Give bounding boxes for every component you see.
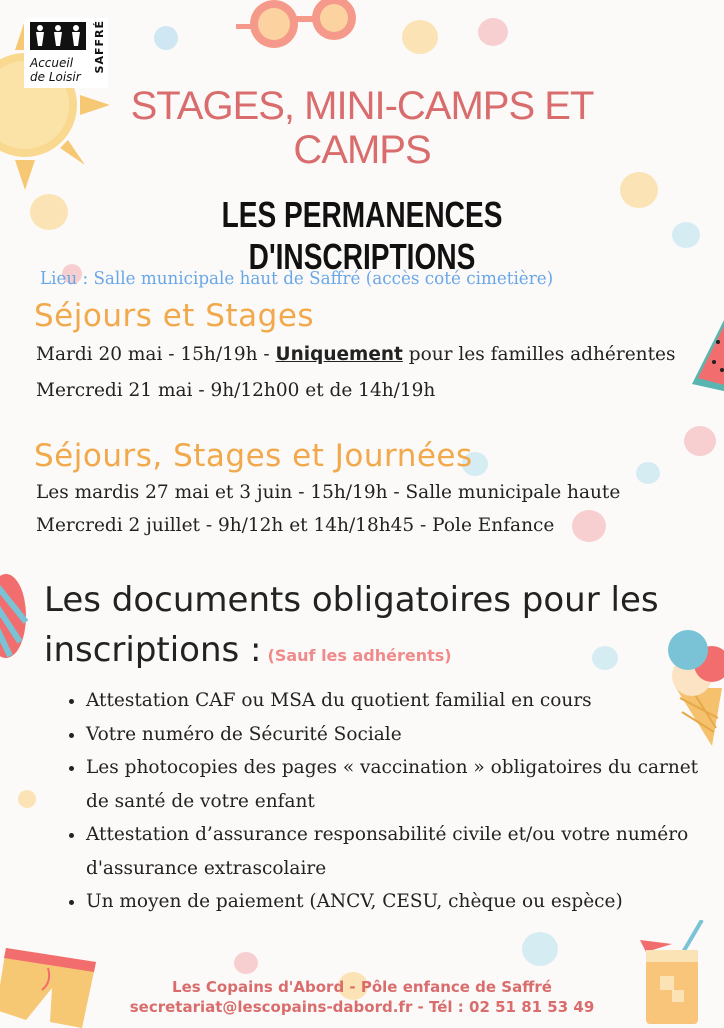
list-item: • Attestation CAF ou MSA du quotient familial en cours bbox=[86, 684, 706, 718]
decor-dot bbox=[18, 790, 36, 808]
documents-list bbox=[64, 684, 706, 919]
section-heading-sejours-stages: Séjours et Stages bbox=[34, 298, 315, 334]
decor-dot bbox=[402, 20, 438, 54]
logo-side-text: SAFFRÉ bbox=[93, 20, 106, 74]
list-item: • Un moyen de paiement (ANCV, CESU, chèque ou espèce) bbox=[86, 885, 706, 919]
schedule-line: Les mardis 27 mai et 3 juin - 15h/19h - Salle municipale haute bbox=[36, 482, 621, 503]
location-line: Lieu : Salle municipale haut de Saffré (accès coté cimetière) bbox=[40, 268, 554, 289]
footer-organization: Les Copains d'Abord - Pôle enfance de Saffré bbox=[172, 978, 552, 996]
decor-dot bbox=[672, 222, 700, 248]
decor-dot bbox=[234, 952, 258, 974]
decor-dot bbox=[478, 18, 508, 46]
section-heading-sejours-stages-journees: Séjours, Stages et Journées bbox=[34, 438, 473, 474]
logo-line-2: de Loisir bbox=[30, 70, 81, 84]
schedule-line: Mercredi 21 mai - 9h/12h00 et de 14h/19h bbox=[36, 380, 436, 401]
logo-line-1: Accueil bbox=[30, 56, 74, 70]
sunglasses-icon bbox=[236, 0, 366, 58]
flip-flop-icon bbox=[0, 572, 34, 662]
emphasis-text: Uniquement bbox=[275, 344, 403, 365]
documents-heading bbox=[44, 575, 684, 681]
watermelon-icon bbox=[688, 312, 724, 392]
decor-dot bbox=[30, 194, 68, 230]
list-item: • Votre numéro de Sécurité Sociale bbox=[86, 718, 706, 752]
decor-dot bbox=[636, 462, 660, 484]
documents-note: (Sauf les adhérents) bbox=[267, 646, 452, 665]
logo-text bbox=[30, 56, 81, 84]
page-subtitle: LES PERMANENCES D'INSCRIPTIONS bbox=[221, 194, 503, 277]
schedule-text: pour les familles adhérentes bbox=[402, 344, 676, 365]
logo-figures-icon bbox=[30, 22, 86, 50]
decor-dot bbox=[522, 932, 558, 966]
title-line-2: CAMPS bbox=[293, 128, 431, 172]
page-title bbox=[100, 84, 624, 172]
footer-contact: secretariat@lescopains-dabord.fr - Tél : 02 51 81 53 49 bbox=[129, 998, 595, 1016]
documents-heading-text: Les documents obligatoires pour les inscriptions : bbox=[44, 580, 659, 670]
schedule-line bbox=[36, 344, 675, 365]
list-item: • Attestation d’assurance responsabilité civile et/ou votre numéro d'assurance extrascolaire bbox=[86, 818, 706, 885]
decor-dot bbox=[620, 172, 658, 208]
decor-dot bbox=[684, 426, 716, 456]
schedule-text: Mardi 20 mai - 15h/19h - bbox=[36, 344, 276, 365]
logo bbox=[24, 18, 108, 88]
decor-dot bbox=[572, 510, 606, 542]
list-item: • Les photocopies des pages « vaccination » obligatoires du carnet de santé de votre enfant bbox=[86, 751, 706, 818]
schedule-line: Mercredi 2 juillet - 9h/12h et 14h/18h45 - Pole Enfance bbox=[36, 515, 555, 536]
decor-dot bbox=[154, 26, 178, 50]
title-line-1: STAGES, MINI-CAMPS ET bbox=[130, 84, 594, 128]
